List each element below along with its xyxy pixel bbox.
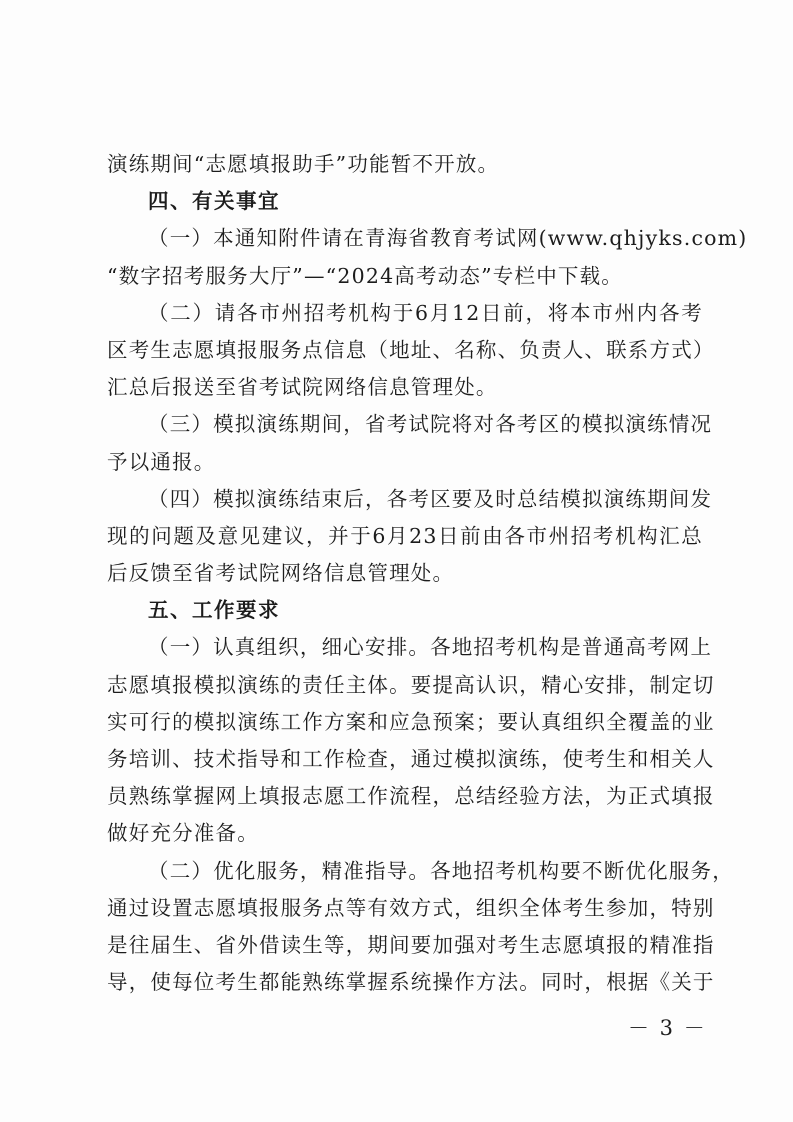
paragraph-line: 通过设置志愿填报服务点等有效方式，组织全体考生参加，特别 [107,895,715,920]
paragraph-line: （一）本通知附件请在青海省教育考试网(www.qhjyks.com) [148,226,748,251]
paragraph-line: 予以通报。 [107,449,216,474]
paragraph-line: （二）请各市州招考机构于6月12日前，将本市州内各考 [148,300,703,325]
paragraph-line: 员熟练掌握网上填报志愿工作流程，总结经验方法，为正式填报 [107,784,715,809]
section-heading: 四、有关事宜 [148,189,280,214]
paragraph-line: 演练期间“志愿填报助手”功能暂不开放。 [107,152,500,176]
paragraph-line: 实可行的模拟演练工作方案和应急预案；要认真组织全覆盖的业 [107,709,715,734]
paragraph-line: （四）模拟演练结束后，各考区要及时总结模拟演练期间发 [148,486,713,511]
paragraph-line: “数字招考服务大厅”—“2024高考动态”专栏中下载。 [107,263,623,288]
paragraph-line: 是往届生、省外借读生等，期间要加强对考生志愿填报的精准指 [107,932,715,957]
page-number: － 3 － [628,1016,707,1040]
paragraph-line: 区考生志愿填报服务点信息（地址、名称、负责人、联系方式） [107,337,715,362]
paragraph-line: 做好充分准备。 [107,821,259,846]
paragraph-line: 后反馈至省考试院网络信息管理处。 [107,561,455,586]
paragraph-line: 汇总后报送至省考试院网络信息管理处。 [107,375,498,400]
paragraph-line: 现的问题及意见建议，并于6月23日前由各市州招考机构汇总 [107,523,703,548]
paragraph-line: （一）认真组织，细心安排。各地招考机构是普通高考网上 [148,635,713,660]
paragraph-line: 志愿填报模拟演练的责任主体。要提高认识，精心安排，制定切 [107,672,715,697]
section-heading: 五、工作要求 [148,598,280,623]
paragraph-line: （二）优化服务，精准指导。各地招考机构要不断优化服务， [148,858,734,883]
document-body [107,146,748,1001]
paragraph-line: 导，使每位考生都能熟练掌握系统操作方法。同时，根据《关于 [107,970,715,995]
paragraph-line: （三）模拟演练期间，省考试院将对各考区的模拟演练情况 [148,412,713,437]
paragraph-line: 务培训、技术指导和工作检查，通过模拟演练，使考生和相关人 [107,747,715,771]
